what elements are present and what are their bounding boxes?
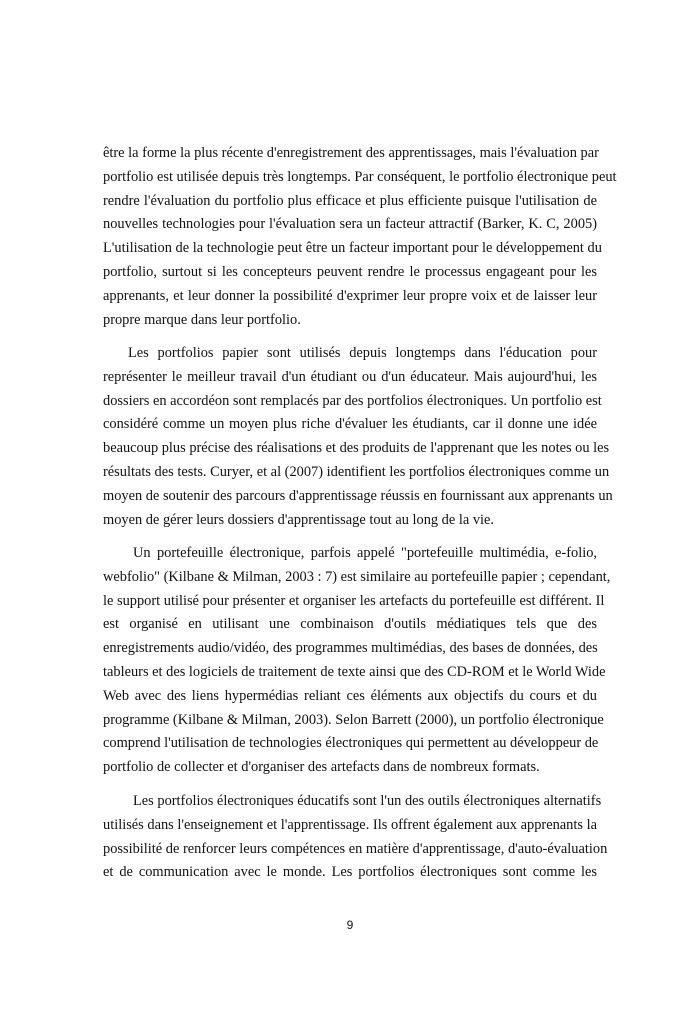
paragraph-line: portfolio, surtout si les concepteurs peuvent rendre le processus engageant pour les [103, 263, 597, 280]
paragraph-line: être la forme la plus récente d'enregistrement des apprentissages, mais l'évaluation par [103, 145, 599, 161]
paragraph-line: le support utilisé pour présenter et organiser les artefacts du portefeuille est différent. Il [103, 592, 605, 609]
paragraph-line: utilisés dans l'enseignement et l'apprentissage. Ils offrent également aux apprenants la [103, 816, 597, 833]
paragraph-line: moyen de gérer leurs dossiers d'apprentissage tout au long de la vie. [103, 511, 495, 528]
paragraph-line: dossiers en accordéon sont remplacés par des portfolios électroniques. Un portfolio est [103, 392, 602, 409]
page-number: 9 [346, 918, 354, 932]
paragraph-line: tableurs et des logiciels de traitement de texte ainsi que des CD-ROM et le World Wide [103, 663, 606, 680]
paragraph-line: possibilité de renforcer leurs compétences en matière d'apprentissage, d'auto-évaluation [103, 840, 608, 857]
paragraph-line: et de communication avec le monde. Les portfolios électroniques sont comme les [103, 864, 597, 881]
paragraph-4 [103, 790, 608, 885]
paragraph-line: considéré comme un moyen plus riche d'évaluer les étudiants, car il donne une idée [103, 416, 597, 433]
paragraph-1 [103, 142, 617, 332]
paragraph-line: enregistrements audio/vidéo, des programmes multimédias, des bases de données, des [103, 640, 598, 657]
paragraph-line: nouvelles technologies pour l'évaluation sera un facteur attractif (Barker, K. C, 2005) [103, 216, 597, 233]
paragraph-2 [103, 342, 613, 532]
paragraph-line: résultats des tests. Curyer, et al (2007) identifient les portfolios électroniques comme un [103, 463, 610, 480]
paragraph-line: Les portfolios papier sont utilisés depuis longtemps dans l'éducation pour [128, 345, 597, 361]
paragraph-3 [103, 542, 611, 780]
paragraph-line: portfolio est utilisée depuis très longtemps. Par conséquent, le portfolio électronique peut [103, 168, 617, 185]
paragraph-line: programme (Kilbane & Milman, 2003). Selon Barrett (2000), un portfolio électronique [103, 711, 604, 728]
paragraph-line: Les portfolios électroniques éducatifs sont l'un des outils électroniques alternatifs [133, 793, 602, 809]
paragraph-line: moyen de soutenir des parcours d'apprentissage réussis en fournissant aux apprenants un [103, 487, 613, 504]
paragraph-line: Web avec des liens hypermédias reliant ces éléments aux objectifs du cours et du [103, 687, 597, 704]
paragraph-line: Un portefeuille électronique, parfois appelé "portefeuille multimédia, e-folio, [133, 545, 597, 561]
paragraph-line: portfolio de collecter et d'organiser des artefacts dans de nombreux formats. [103, 759, 540, 776]
paragraph-line: représenter le meilleur travail d'un étudiant ou d'un éducateur. Mais aujourd'hui, les [103, 368, 597, 385]
paragraph-line: est organisé en utilisant une combinaison d'outils médiatiques tels que des [103, 616, 597, 633]
paragraph-line: comprend l'utilisation de technologies électroniques qui permettent au développeur de [103, 735, 599, 752]
paragraph-line: webfolio" (Kilbane & Milman, 2003 : 7) est similaire au portefeuille papier ; cependant, [103, 568, 611, 585]
paragraph-line: L'utilisation de la technologie peut être un facteur important pour le développement du [103, 240, 602, 257]
paragraph-line: rendre l'évaluation du portfolio plus efficace et plus efficiente puisque l'utilisation de [103, 192, 597, 209]
paragraph-line: propre marque dans leur portfolio. [103, 311, 301, 328]
paragraph-line: beaucoup plus précise des réalisations et des produits de l'apprenant que les notes ou les [103, 440, 610, 457]
paragraph-line: apprenants, et leur donner la possibilité d'exprimer leur propre voix et de laisser leur [103, 287, 597, 304]
